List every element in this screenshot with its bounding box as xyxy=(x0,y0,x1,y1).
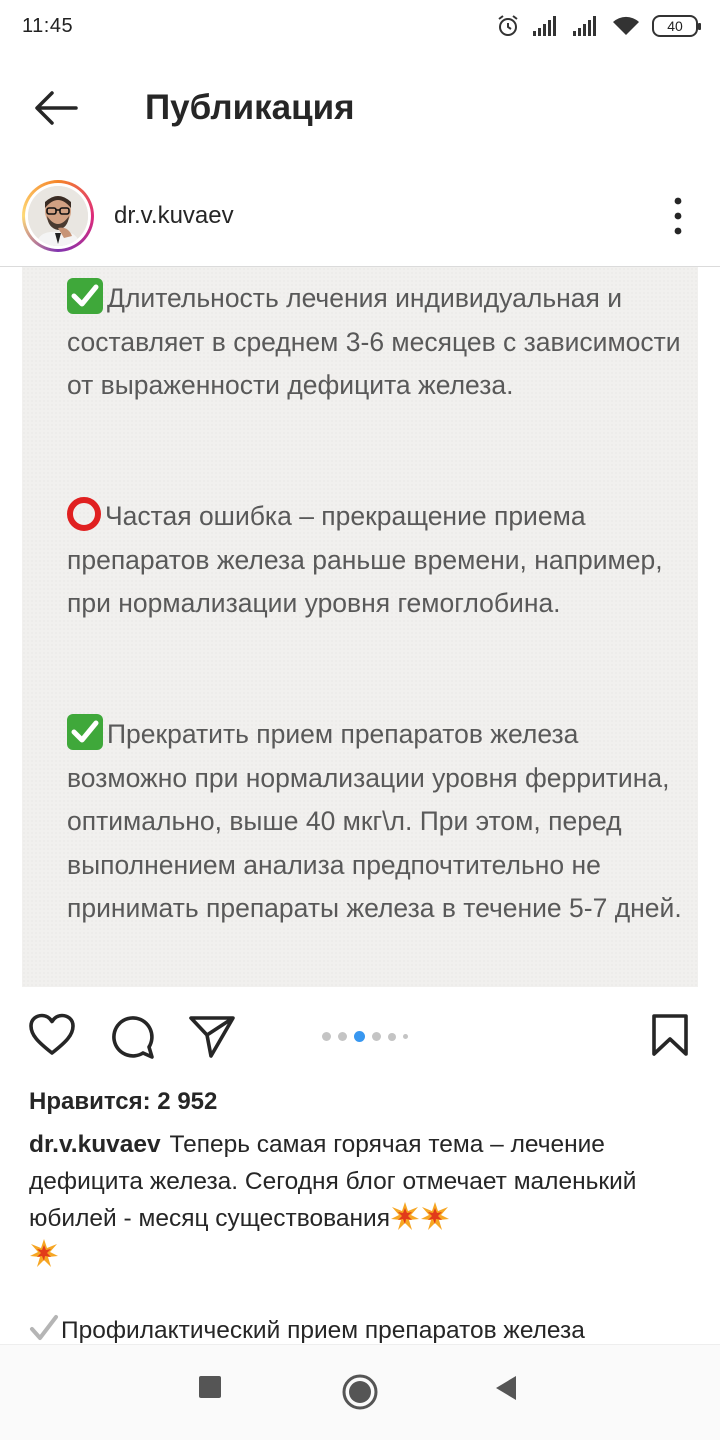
caption-text: Теперь самая горячая тема – лечение дефицита железа. Сегодня блог отмечает маленький юбилей - месяц существования xyxy=(29,1131,637,1232)
like-button[interactable] xyxy=(28,1013,76,1062)
send-icon xyxy=(188,1013,236,1059)
caption-username[interactable]: dr.v.kuvaev xyxy=(29,1131,161,1158)
alarm-icon xyxy=(496,14,520,38)
collision-icon xyxy=(420,1201,450,1231)
post-image[interactable] xyxy=(22,267,698,987)
avatar-story-ring[interactable] xyxy=(22,180,94,252)
carousel-dot xyxy=(372,1032,381,1041)
wifi-icon xyxy=(612,15,640,37)
home-circle-icon xyxy=(341,1373,379,1411)
bookmark-icon xyxy=(650,1013,690,1057)
comment-button[interactable] xyxy=(108,1013,156,1066)
save-button[interactable] xyxy=(650,1013,690,1062)
share-button[interactable] xyxy=(188,1013,236,1064)
check-mark-icon xyxy=(29,1314,59,1342)
back-button[interactable] xyxy=(0,70,112,146)
battery-icon xyxy=(652,15,698,37)
post-caption xyxy=(29,1126,689,1274)
carousel-dot-active xyxy=(354,1031,365,1042)
image-paragraph-3-text: Прекратить прием препаратов железа возможно при нормализации уровня ферритина, оптимально, выше 40 мкг\л. При этом, перед выполнением анализа предпочтительно не принимать препараты железа в течение 5-7 дней. xyxy=(67,719,682,923)
more-options-button[interactable] xyxy=(666,194,690,238)
check-mark-icon xyxy=(67,714,103,750)
home-button[interactable] xyxy=(341,1373,379,1416)
comment-icon xyxy=(108,1013,156,1061)
carousel-dot xyxy=(388,1033,396,1041)
recents-button[interactable] xyxy=(198,1375,222,1404)
collision-icon xyxy=(29,1238,59,1268)
caption-line-text: Профилактический прием препаратов железа xyxy=(61,1317,585,1344)
square-icon xyxy=(198,1375,222,1399)
arrow-left-icon xyxy=(32,90,80,126)
image-paragraph-1-text: Длительность лечения индивидуальная и составляет в среднем 3-6 месяцев с зависимости от выраженности дефицита железа. xyxy=(67,283,681,400)
image-paragraph-3 xyxy=(67,713,687,931)
more-vertical-icon xyxy=(666,194,690,238)
image-paragraph-2 xyxy=(67,495,687,626)
avatar-image xyxy=(28,186,88,246)
status-time: 11:45 xyxy=(22,14,74,37)
back-triangle-icon xyxy=(494,1375,518,1401)
likes-count[interactable]: Нравится: 2 952 xyxy=(29,1088,218,1115)
system-back-button[interactable] xyxy=(494,1375,518,1406)
red-circle-icon xyxy=(67,497,101,531)
avatar xyxy=(28,186,88,246)
check-mark-icon xyxy=(67,278,103,314)
post-header xyxy=(0,176,720,256)
battery-level: 40 xyxy=(667,18,683,34)
image-paragraph-2-text: Частая ошибка – прекращение приема препаратов железа раньше времени, например, при нормализации уровня гемоглобина. xyxy=(67,501,663,618)
system-nav-bar xyxy=(0,1344,720,1440)
collision-icon xyxy=(390,1201,420,1231)
signal-icon-2 xyxy=(572,15,600,37)
post-username[interactable]: dr.v.kuvaev xyxy=(114,202,234,229)
post-action-bar xyxy=(0,1005,720,1075)
heart-icon xyxy=(28,1013,76,1057)
carousel-dot xyxy=(322,1032,331,1041)
app-header xyxy=(0,70,720,146)
image-paragraph-1 xyxy=(67,277,687,408)
status-icons xyxy=(496,14,698,38)
status-bar xyxy=(0,0,720,52)
carousel-dot xyxy=(403,1034,408,1039)
carousel-indicator xyxy=(322,1031,408,1042)
signal-icon xyxy=(532,15,560,37)
carousel-dot xyxy=(338,1032,347,1041)
page-title: Публикация xyxy=(145,88,355,127)
avatar-border xyxy=(25,183,91,249)
